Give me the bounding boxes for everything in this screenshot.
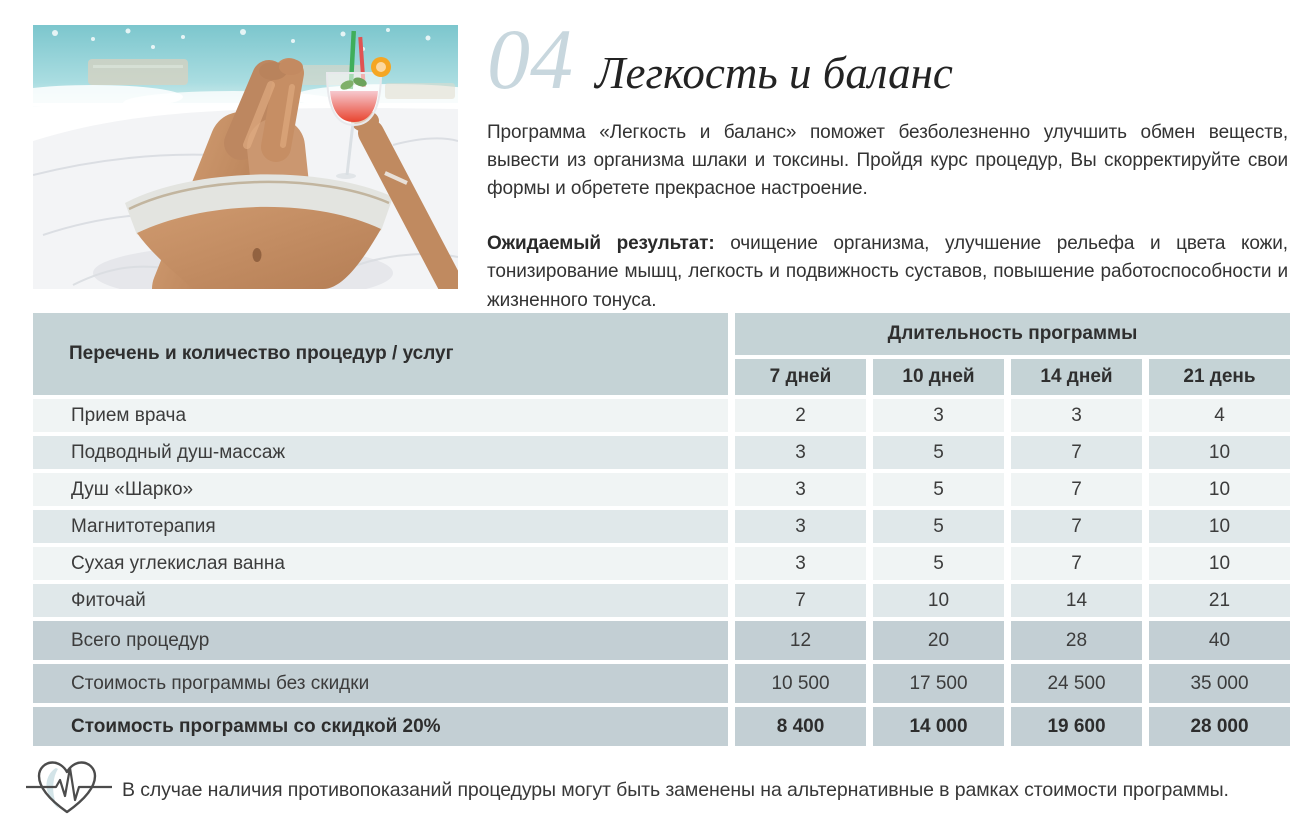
summary-row-value: 28: [1011, 621, 1142, 660]
discount-row-label: Стоимость программы со скидкой 20%: [33, 707, 728, 746]
row-value: 3: [735, 547, 866, 580]
intro-section: [487, 11, 1288, 315]
expected-result-text: очищение организма, улучшение рельефа и цвета кожи, тонизирование мышц, легкость и подвижность суставов, повышение работоспособности и жизненного тонуса.: [487, 233, 1288, 311]
summary-row-value: 17 500: [873, 664, 1004, 703]
discount-row-value: 19 600: [1011, 707, 1142, 746]
summary-row-value: 40: [1149, 621, 1290, 660]
row-value: 7: [1011, 436, 1142, 469]
row-label: Магнитотерапия: [33, 510, 728, 543]
page-title: Легкость и баланс: [595, 48, 953, 98]
row-value: 21: [1149, 584, 1290, 617]
row-value: 10: [1149, 473, 1290, 506]
row-value: 5: [873, 510, 1004, 543]
row-value: 10: [1149, 510, 1290, 543]
summary-row-label: Всего процедур: [33, 621, 728, 660]
headline: [487, 11, 1288, 107]
row-value: 5: [873, 473, 1004, 506]
row-value: 5: [873, 547, 1004, 580]
intro-paragraph: Программа «Легкость и баланс» поможет безболезненно улучшить обмен веществ, вывести из организма шлаки и токсины. Пройдя курс процедур, Вы скорректируйте свои формы и обретете прекрасное настроение.: [487, 122, 1288, 200]
summary-row-value: 12: [735, 621, 866, 660]
beach-photo: [33, 25, 458, 289]
duration-header-10: 10 дней: [873, 359, 1004, 395]
summary-row-value: 35 000: [1149, 664, 1290, 703]
duration-group-header: Длительность программы: [735, 313, 1290, 355]
beach-photo-illustration: [33, 25, 458, 289]
summary-row-value: 24 500: [1011, 664, 1142, 703]
services-table: [33, 313, 1290, 746]
row-value: 3: [873, 399, 1004, 432]
row-value: 10: [873, 584, 1004, 617]
expected-result-label: Ожидаемый результат:: [487, 233, 715, 255]
duration-header-14: 14 дней: [1011, 359, 1142, 395]
row-value: 7: [1011, 547, 1142, 580]
row-label: Прием врача: [33, 399, 728, 432]
summary-row-value: 20: [873, 621, 1004, 660]
discount-row-value: 28 000: [1149, 707, 1290, 746]
expected-result-paragraph: [487, 230, 1288, 314]
footnote: [26, 756, 1288, 825]
row-value: 3: [735, 510, 866, 543]
row-label: Подводный душ-массаж: [33, 436, 728, 469]
summary-row-value: 10 500: [735, 664, 866, 703]
row-label: Сухая углекислая ванна: [33, 547, 728, 580]
row-value: 2: [735, 399, 866, 432]
row-value: 4: [1149, 399, 1290, 432]
row-label: Фиточай: [33, 584, 728, 617]
discount-row-value: 8 400: [735, 707, 866, 746]
row-value: 10: [1149, 436, 1290, 469]
row-value: 14: [1011, 584, 1142, 617]
table-col-header: Перечень и количество процедур / услуг: [33, 313, 728, 395]
duration-header-21: 21 день: [1149, 359, 1290, 395]
duration-header-7: 7 дней: [735, 359, 866, 395]
discount-row-value: 14 000: [873, 707, 1004, 746]
row-value: 3: [1011, 399, 1142, 432]
row-value: 10: [1149, 547, 1290, 580]
row-value: 3: [735, 473, 866, 506]
footnote-text: В случае наличия противопоказаний процедуры могут быть заменены на альтернативные в рамках стоимости программы.: [122, 779, 1229, 801]
row-value: 3: [735, 436, 866, 469]
row-value: 7: [1011, 473, 1142, 506]
row-value: 7: [1011, 510, 1142, 543]
section-number: 04: [487, 11, 573, 107]
row-label: Душ «Шарко»: [33, 473, 728, 506]
row-value: 7: [735, 584, 866, 617]
row-value: 5: [873, 436, 1004, 469]
summary-row-label: Стоимость программы без скидки: [33, 664, 728, 703]
heart-pulse-icon: [26, 756, 112, 825]
